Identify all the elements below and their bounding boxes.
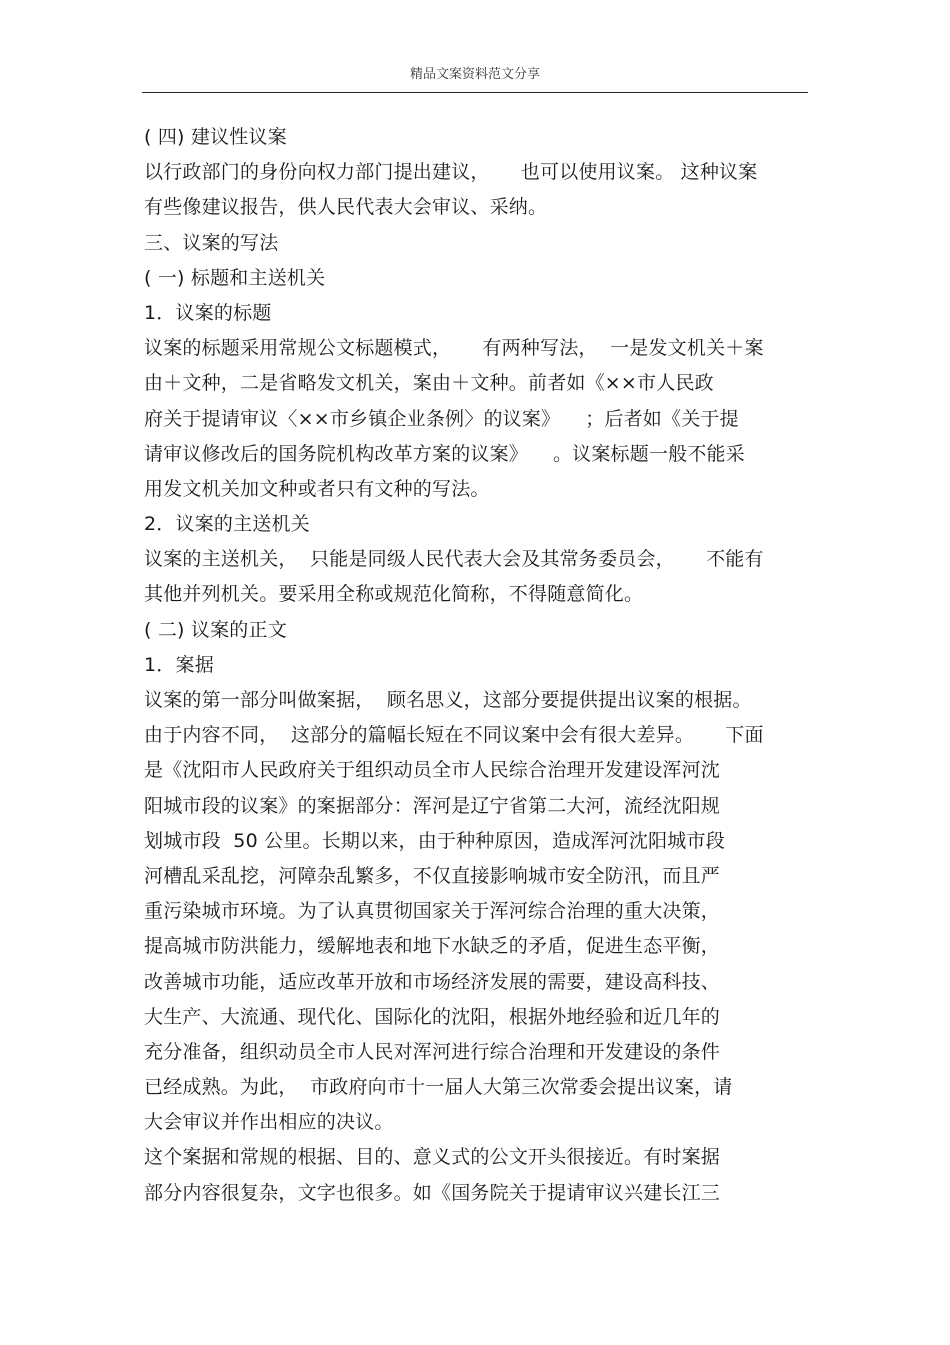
text-line: 改善城市功能，适应改革开放和市场经济发展的需要，建设高科技、 [144, 970, 721, 993]
text-line: 是《沈阳市人民政府关于组织动员全市人民综合治理开发建设浑河沈 [144, 759, 721, 782]
section-heading: 三、议案的写法 [144, 231, 279, 254]
item-heading: 1．案据 [144, 653, 214, 676]
text-line: 由＋文种，二是省略发文机关，案由＋文种。前者如《××市人民政 [144, 372, 714, 395]
text-line: ( 四) 建议性议案 [144, 126, 287, 148]
subsection-heading: ( 一) 标题和主送机关 [144, 266, 326, 289]
text-line: 提高城市防洪能力，缓解地表和地下水缺乏的矛盾，促进生态平衡， [144, 935, 721, 958]
text-line: 用发文机关加文种或者只有文种的写法。 [144, 477, 490, 500]
text-line: 已经成熟。为此， 市政府向市十一届人大第三次常委会提出议案，请 [144, 1076, 733, 1099]
text-line: 部分内容很复杂，文字也很多。如《国务院关于提请审议兴建长江三 [144, 1181, 721, 1204]
text-line: 大会审议并作出相应的决议。 [144, 1111, 394, 1134]
text-line: 议案的主送机关， 只能是同级人民代表大会及其常务委员会， 不能有 [144, 548, 764, 571]
text-line: 重污染城市环境。为了认真贯彻国家关于浑河综合治理的重大决策， [144, 900, 721, 923]
text-line: 这个案据和常规的根据、目的、意义式的公文开头很接近。有时案据 [144, 1146, 721, 1169]
text-line: 议案的标题采用常规公文标题模式， 有两种写法， 一是发文机关＋案 [144, 337, 764, 360]
item-heading: 2．议案的主送机关 [144, 513, 310, 536]
document-body [144, 120, 814, 1211]
text-line: 请审议修改后的国务院机构改革方案的议案》 。议案标题一般不能采 [144, 442, 745, 465]
header-title: 精品文案资料范文分享 [409, 67, 540, 82]
item-heading: 1．议案的标题 [144, 301, 272, 324]
text-line: 阳城市段的议案》的案据部分：浑河是辽宁省第二大河，流经沈阳规 [144, 794, 721, 817]
text-line: 有些像建议报告，供人民代表大会审议、采纳。 [144, 196, 548, 219]
text-line: 府关于提请审议〈××市乡镇企业条例〉的议案》 ；后者如《关于提 [144, 407, 739, 430]
text-line: 以行政部门的身份向权力部门提出建议， 也可以使用议案。 这种议案 [144, 161, 758, 184]
text-line: 大生产、大流通、现代化、国际化的沈阳，根据外地经验和近几年的 [144, 1005, 721, 1028]
text-line: 议案的第一部分叫做案据， 顾名思义，这部分要提供提出议案的根据。 [144, 689, 752, 711]
text-line: 划城市段 50 公里。长期以来，由于种种原因，造成浑河沈阳城市段 [144, 829, 725, 852]
text-line: 河槽乱采乱挖，河障杂乱繁多，不仅直接影响城市安全防汛，而且严 [144, 864, 721, 887]
text-line: 其他并列机关。要采用全称或规范化简称，不得随意简化。 [144, 583, 644, 606]
subsection-heading: ( 二) 议案的正文 [144, 618, 287, 641]
page-header [142, 62, 808, 93]
text-line: 充分准备，组织动员全市人民对浑河进行综合治理和开发建设的条件 [144, 1040, 721, 1063]
text-line: 由于内容不同， 这部分的篇幅长短在不同议案中会有很大差异。 下面 [144, 724, 764, 747]
